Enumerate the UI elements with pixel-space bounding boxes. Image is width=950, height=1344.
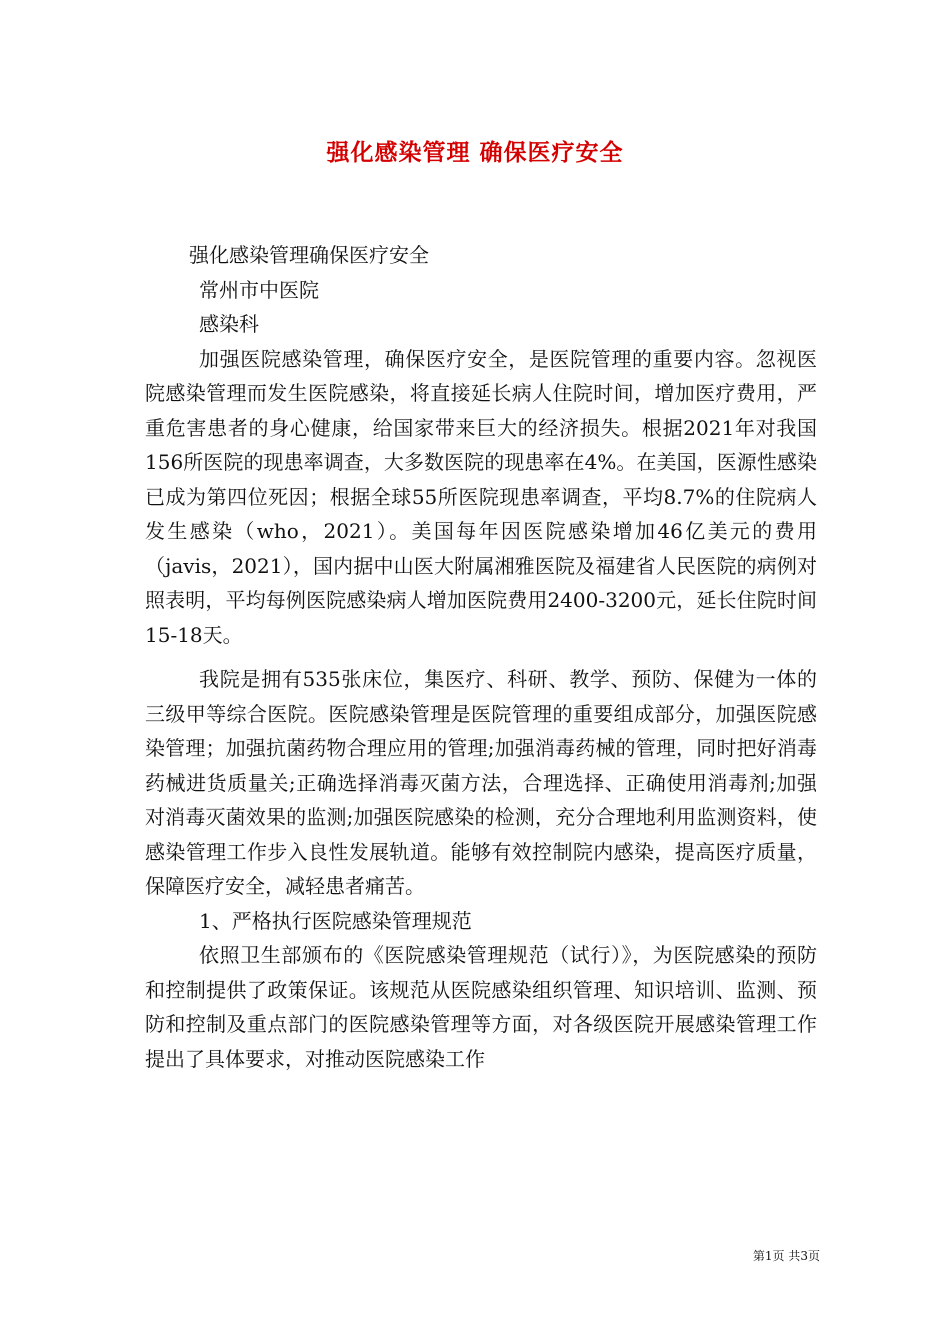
paragraph-1: 加强医院感染管理，确保医疗安全，是医院管理的重要内容。忽视医院感染管理而发生医院感染，将直接延长病人住院时间，增加医疗费用，严重危害患者的身心健康，给国家带来巨大的经济损失。根据2021年对我国156所医院的现患率调查，大多数医院的现患率在4%。在美国，医源性感染已成为第四位死因；根据全球55所医院现患率调查，平均8.7%的住院病人发生感染（who，2021）。美国每年因医院感染增加46亿美元的费用（javis，2021），国内据中山医大附属湘雅医院及福建省人民医院的病例对照表明，平均每例医院感染病人增加医院费用2400-3200元，延长住院时间15-18天。 <box>145 346 817 647</box>
paragraph-2: 我院是拥有535张床位，集医疗、科研、教学、预防、保健为一体的三级甲等综合医院。医院感染管理是医院管理的重要组成部分，加强医院感染管理；加强抗菌药物合理应用的管理;加强消毒药械的管理，同时把好消毒药械进货质量关;正确选择消毒灭菌方法，合理选择、正确使用消毒剂;加强对消毒灭菌效果的监测;加强医院感染的检测，充分合理地利用监测资料，使感染管理工作步入良性发展轨道。能够有效控制院内感染，提高医疗质量，保障医疗安全，减轻患者痛苦。 <box>145 667 817 898</box>
section-heading: 1、严格执行医院感染管理规范 <box>199 908 472 933</box>
document-title: 强化感染管理 确保医疗安全 <box>326 139 624 166</box>
page-number: 第1页 共3页 <box>752 1249 820 1263</box>
document-body <box>145 238 817 1076</box>
document-subtitle: 强化感染管理确保医疗安全 <box>189 243 429 267</box>
department-name: 感染科 <box>199 312 259 336</box>
hospital-name: 常州市中医院 <box>199 277 319 302</box>
section-paragraph: 依照卫生部颁布的《医院感染管理规范（试行）》，为医院感染的预防和控制提供了政策保证。该规范从医院感染组织管理、知识培训、监测、预防和控制及重点部门的医院感染管理等方面，对各级医院开展感染管理工作提出了具体要求，对推动医院感染工作 <box>145 943 817 1071</box>
